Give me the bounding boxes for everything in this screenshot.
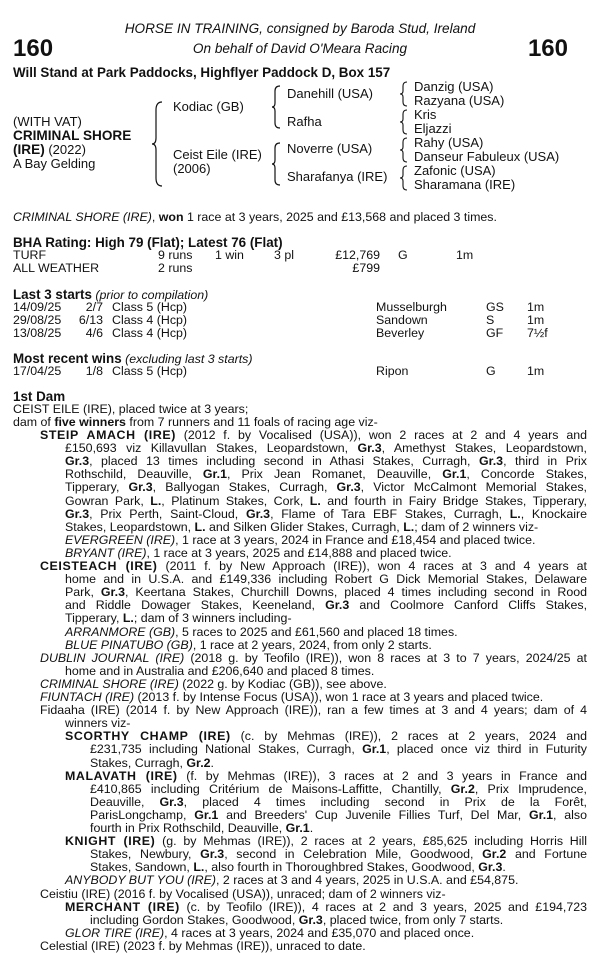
pedigree-gen3: Zafonic (USA)	[414, 163, 496, 178]
grand-produce-line: Deauville, Gr.3, placed 4 times including second in Prix de la Forêt,	[90, 794, 587, 809]
lot-number-right: 160	[527, 35, 568, 62]
produce-steip-amach: STEIP AMACH (IRE) (2012 f. by Vocalised (USA)), won 2 races at 2 and 4 years and	[40, 428, 587, 442]
grand-produce-line: Stakes, Newbury, Gr.3, second in Celebration Mile, Goodwood, Gr.2 and Fortune	[90, 847, 587, 862]
race-summary: CRIMINAL SHORE (IRE), won 1 race at 3 years, 2025 and £13,568 and placed 3 times.	[13, 210, 497, 224]
produce-steip-amach-line: Rothschild, Deauville, Gr.1, Prix Jean Romanet, Deauville, Gr.1, Concorde Stakes,	[65, 467, 588, 482]
grand-produce-merchant: MERCHANT (IRE) (c. by Teofilo (IRE)), 4 races at 2 and 3 years, 2025 and £194,723	[65, 899, 587, 914]
grand-produce-line: including Gordon Stakes, Goodwood, Gr.3, placed twice, from only 7 starts.	[90, 912, 504, 927]
pedigree-brace-g3-4	[399, 164, 409, 192]
pedigree-gen3: Rahy (USA)	[414, 135, 484, 150]
grand-produce-line: EVERGREEN (IRE), 1 race at 3 years, 2024 in France and £18,454 and placed twice.	[65, 532, 536, 547]
pedigree-sire-dam: Rafha	[287, 114, 322, 129]
produce-dublin-journal: DUBLIN JOURNAL (IRE) (2018 g. by Teofilo (IRE)), won 8 races at 3 to 7 years, 2024/25 at	[40, 650, 587, 665]
produce-celestial: Celestial (IRE) (2023 f. by Mehmas (IRE)), unraced to date.	[40, 938, 366, 953]
pedigree-dam-year: (2006)	[173, 161, 211, 176]
location-line: Will Stand at Park Paddocks, Highflyer Paddock D, Box 157	[13, 65, 391, 80]
pedigree-dam-sire: Noverre (USA)	[287, 141, 373, 156]
pedigree-dam: Ceist Eile (IRE)	[173, 147, 262, 162]
behalf-line: On behalf of David O'Meara Racing	[192, 41, 408, 56]
pedigree-brace-g3-1	[399, 80, 409, 108]
produce-ceisteach-line: and Riddle Dowager Stakes, Keeneland, Gr.3 and Coolmore Canford Cliffs Stakes,	[65, 598, 588, 613]
grand-produce-line: £410,865 including Critérium de Maisons-Laffitte, Chantilly, Gr.2, Prix Imprudence,	[90, 781, 588, 796]
pedigree-brace-g3-3	[399, 136, 409, 164]
pedigree-gen3: Danzig (USA)	[414, 79, 494, 94]
grand-produce-scorthy-champ: SCORTHY CHAMP (IRE) (c. by Mehmas (IRE)), 2 races at 2 years, 2024 and	[65, 729, 587, 744]
produce-ceisteach-line: Tipperary, L.; dam of 3 winners including-	[65, 611, 292, 626]
grand-produce-anybody-but-you: ANYBODY BUT YOU (IRE), 2 races at 3 and 4 years, 2025 in U.S.A. and £54,875.	[65, 873, 519, 888]
produce-steip-amach-line: Gr.3, placed 13 times including second in Athasi Stakes, Curragh, Gr.3, third in Prix	[65, 454, 588, 469]
pedigree-sire-sire: Danehill (USA)	[287, 86, 373, 101]
produce-dublin-journal-line: home and in Australia and £206,640 and placed 8 times.	[65, 663, 375, 678]
pedigree-brace-g3-2	[399, 108, 409, 136]
pedigree-brace-sire	[270, 84, 282, 130]
pedigree-gen3: Eljazzi	[414, 121, 452, 136]
grand-produce-line: BRYANT (IRE), 1 race at 3 years, 2025 and £14,888 and placed twice.	[65, 545, 452, 560]
produce-fidaaha-line: winners viz-	[65, 716, 131, 731]
pedigree-gen3: Kris	[414, 107, 437, 122]
dam-section-title: 1st Dam	[13, 389, 66, 404]
horse-name-suffix: (IRE) (2022)	[13, 142, 86, 157]
pedigree-sire: Kodiac (GB)	[173, 99, 244, 114]
horse-description: A Bay Gelding	[13, 156, 96, 171]
produce-ceistiu: Ceistiu (IRE) (2016 f. by Vocalised (USA)), unraced; dam of 2 winners viz-	[40, 886, 446, 901]
produce-fiuntach: FIUNTACH (IRE) (2013 f. by Intense Focus (USA)), won 1 race at 3 years and placed twice.	[40, 690, 544, 704]
grand-produce-line: ARRANMORE (GB), 5 races to 2025 and £61,560 and placed 18 times.	[65, 624, 458, 639]
horse-name: CRIMINAL SHORE	[13, 128, 132, 143]
grand-produce-line: Stakes, Curragh, Gr.2.	[90, 755, 214, 770]
pedigree-dam-dam: Sharafanya (IRE)	[287, 169, 388, 184]
produce-ceisteach-line: Park, Gr.3, Keertana Stakes, Churchill Downs, placed 4 times including second in Rood	[65, 585, 587, 600]
lot-number-left: 160	[13, 35, 54, 62]
grand-produce-malavath: MALAVATH (IRE) (f. by Mehmas (IRE)), 3 races at 2 and 3 years in France and	[65, 768, 587, 783]
pedigree-brace-main	[150, 100, 164, 188]
grand-produce-line: fourth in Prix Rothschild, Deauville, Gr.1.	[90, 821, 314, 835]
produce-ceisteach: CEISTEACH (IRE) (2011 f. by New Approach (IRE)), won 4 races at 3 and 4 years at	[40, 559, 588, 573]
grand-produce-knight: KNIGHT (IRE) (g. by Mehmas (IRE)), 2 races at 2 years, £85,625 including Horris Hill	[65, 834, 587, 849]
pedigree-gen3: Danseur Fabuleux (USA)	[414, 149, 560, 164]
dam-produce-line: dam of five winners from 7 runners and 11 foals of racing age viz-	[13, 415, 378, 429]
grand-produce-line: ParisLongchamp, Gr.1 and Breeders' Cup Juvenile Fillies Turf, Del Mar, Gr.1, also	[90, 807, 587, 822]
bha-rating-title: BHA Rating: High 79 (Flat); Latest 76 (Flat)	[13, 235, 283, 250]
produce-fidaaha: Fidaaha (IRE) (2014 f. by New Approach (IRE)), ran a few times at 3 and 4 years; dam of 4	[40, 703, 587, 718]
produce-ceisteach-line: home and in U.S.A. and £149,336 including Robert G Dick Memorial Stakes, Delaware	[65, 572, 587, 587]
produce-steip-amach-line: £150,693 viz Killavullan Stakes, Leopardstown, Gr.3, Amethyst Stakes, Leopardstown,	[65, 441, 587, 456]
produce-steip-amach-line: Gr.3, Prix Perth, Saint-Cloud, Gr.3, Flame of Tara EBF Stakes, Curragh, L., Knockaire	[65, 506, 587, 521]
produce-criminal-shore: CRIMINAL SHORE (IRE) (2022 g. by Kodiac (GB)), see above.	[40, 676, 387, 691]
pedigree-gen3: Razyana (USA)	[414, 93, 505, 108]
grand-produce-line: Stakes, Sandown, L., also fourth in Thoroughbred Stakes, Goodwood, Gr.3.	[90, 860, 506, 875]
grand-produce-line: £231,735 including National Stakes, Curragh, Gr.1, placed once viz third in Futurity	[90, 742, 587, 757]
consignor-line: HORSE IN TRAINING, consigned by Baroda Stud, Ireland	[124, 21, 476, 36]
recent-wins-title: Most recent wins (excluding last 3 starts)	[13, 351, 253, 366]
produce-steip-amach-line: Gowran Park, L., Platinum Stakes, Cork, L. and fourth in Fairy Bridge Stakes, Tipperary,	[65, 493, 587, 508]
pedigree-brace-dam	[270, 141, 282, 187]
grand-produce-line: BLUE PINATUBO (GB), 1 race at 2 years, 2024, from only 2 starts.	[65, 637, 432, 652]
last-starts-title: Last 3 starts (prior to compilation)	[13, 287, 209, 302]
produce-steip-amach-line: Stakes, Leopardstown, L. and Silken Glider Stakes, Curragh, L.; dam of 2 winners viz-	[65, 519, 539, 534]
pedigree-gen3: Sharamana (IRE)	[414, 177, 516, 192]
produce-steip-amach-line: Tipperary, Gr.3, Ballyogan Stakes, Curragh, Gr.3, Victor McCalmont Memorial Stakes,	[65, 480, 587, 495]
grand-produce-glor-tire: GLOR TIRE (IRE), 4 races at 3 years, 2024 and £35,070 and placed once.	[65, 925, 475, 940]
dam-line: CEIST EILE (IRE), placed twice at 3 years;	[13, 402, 249, 416]
vat-label: (WITH VAT)	[13, 114, 82, 129]
